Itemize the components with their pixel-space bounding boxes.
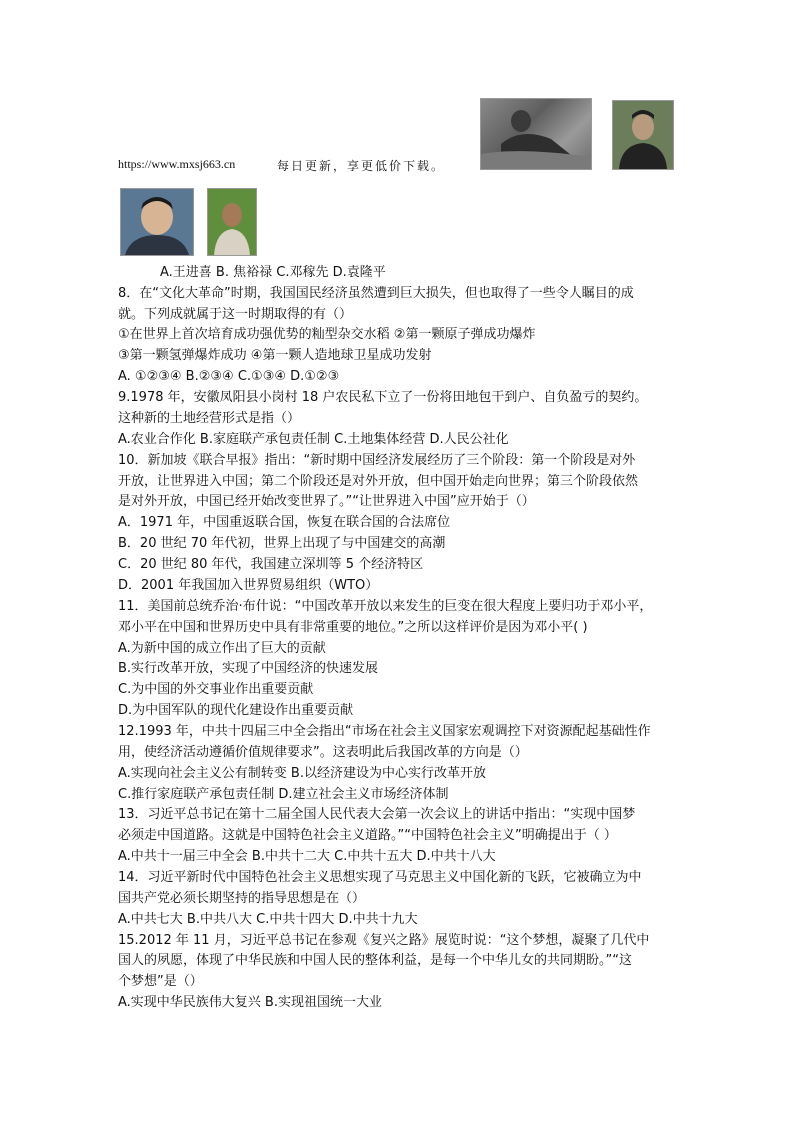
question-13-options: A.中共十一届三中全会 B.中共十二大 C.中共十五大 D.中共十八大: [118, 849, 496, 864]
question-8-options: A. ①②③④ B.②③④ C.①③④ D.①②③: [118, 369, 340, 384]
question-15-line-3: 个梦想”是（）: [118, 974, 203, 989]
question-15-line-1: 15.2012 年 11 月，习近平总书记在参观《复兴之路》展览时说：“这个梦想，凝聚了几代中: [118, 933, 650, 948]
question-9-line-2: 这种新的土地经营形式是指（）: [118, 411, 301, 426]
question-14-line-2: 国共产党必须长期坚持的指导思想是在（）: [118, 891, 366, 906]
question-8-line-1: 8．在“文化大革命”时期，我国国民经济虽然遭到巨大损失，但也取得了一些令人瞩目的成: [118, 286, 634, 301]
question-10-option-a: A．1971 年，中国重返联合国，恢复在联合国的合法席位: [118, 515, 451, 530]
smiling-man-icon: [121, 189, 193, 255]
question-10-line-3: 是对外开放，中国已经开始改变世界了。”“让世界进入中国”应开始于（）: [118, 494, 535, 509]
question-11-option-c: C.为中国的外交事业作出重要贡献: [118, 682, 314, 697]
question-12-line-2: 用，使经济活动遵循价值规律要求”。这表明此后我国改革的方向是（）: [118, 745, 528, 760]
question-12-options-ab: A.实现向社会主义公有制转变 B.以经济建设为中心实行改革开放: [118, 766, 486, 781]
question-10-line-1: 10．新加坡《联合早报》指出：“新时期中国经济发展经历了三个阶段：第一个阶段是对外: [118, 453, 636, 468]
header-url[interactable]: https://www.mxsj663.cn: [118, 157, 236, 171]
photo-farmer-field: [207, 188, 257, 256]
question-9-options: A.农业合作化 B.家庭联产承包责任制 C.土地集体经营 D.人民公社化: [118, 432, 509, 447]
portrait-figure-icon: [613, 101, 673, 169]
photo-portrait-man: [612, 100, 674, 170]
question-11-option-d: D.为中国军队的现代化建设作出重要贡献: [118, 703, 354, 718]
question-10-option-c: C．20 世纪 80 年代，我国建立深圳等 5 个经济特区: [118, 557, 424, 572]
question-12-line-1: 12.1993 年，中共十四届三中全会指出“市场在社会主义国家宏观调控下对资源配起基础性作: [118, 724, 651, 739]
photo-smiling-man: [120, 188, 194, 256]
photo-worker-in-mud: [480, 98, 592, 170]
question-11-line-2: 邓小平在中国和世界历史中具有非常重要的地位。”之所以这样评价是因为邓小平( ): [118, 620, 588, 635]
question-15-line-2: 国人的夙愿，体现了中华民族和中国人民的整体利益，是每一个中华儿女的共同期盼。”“这: [118, 953, 632, 968]
question-14-line-1: 14．习近平新时代中国特色社会主义思想实现了马克思主义中国化新的飞跃，它被确立为中: [118, 870, 642, 885]
question-12-options-cd: C.推行家庭联产承包责任制 D.建立社会主义市场经济体制: [118, 787, 449, 802]
question-9-line-1: 9.1978 年，安徽凤阳县小岗村 18 户农民私下立了一份将田地包干到户、自负盈亏的契约。: [118, 390, 648, 405]
question-11-option-a: A.为新中国的成立作出了巨大的贡献: [118, 641, 326, 656]
farmer-figure-icon: [208, 189, 256, 255]
question-13-line-1: 13．习近平总书记在第十二届全国人民代表大会第一次会议上的讲话中指出：“实现中国梦: [118, 807, 636, 822]
answer-options-q7: A.王进喜 B. 焦裕禄 C.邓稼先 D.袁隆平: [160, 265, 386, 280]
question-10-line-2: 开放，让世界进入中国；第二个阶段还是对外开放，但中国开始走向世界；第三个阶段依然: [118, 474, 639, 489]
question-10-option-b: B．20 世纪 70 年代初，世界上出现了与中国建交的高潮: [118, 536, 446, 551]
question-11-line-1: 11．美国前总统乔治·布什说：“中国改革开放以来发生的巨变在很大程度上要归功于邓小平，: [118, 599, 653, 614]
question-8-item-2: ③第一颗氢弹爆炸成功 ④第一颗人造地球卫星成功发射: [118, 348, 432, 363]
question-13-line-2: 必须走中国道路。这就是中国特色社会主义道路。”“中国特色社会主义”明确提出于（ ）: [118, 828, 617, 843]
question-14-options: A.中共七大 B.中共八大 C.中共十四大 D.中共十九大: [118, 912, 418, 927]
worker-figure-icon: [481, 99, 591, 169]
question-8-line-2: 就。下列成就属于这一时期取得的有（）: [118, 307, 353, 322]
question-15-options: A.实现中华民族伟大复兴 B.实现祖国统一大业: [118, 995, 382, 1010]
question-8-item-1: ①在世界上首次培育成功强优势的籼型杂交水稻 ②第一颗原子弹成功爆炸: [118, 327, 536, 342]
question-10-option-d: D．2001 年我国加入世界贸易组织（WTO）: [118, 578, 379, 593]
header-note: 每日更新，享更低价下载。: [277, 159, 446, 173]
question-11-option-b: B.实行改革开放，实现了中国经济的快速发展: [118, 661, 379, 676]
